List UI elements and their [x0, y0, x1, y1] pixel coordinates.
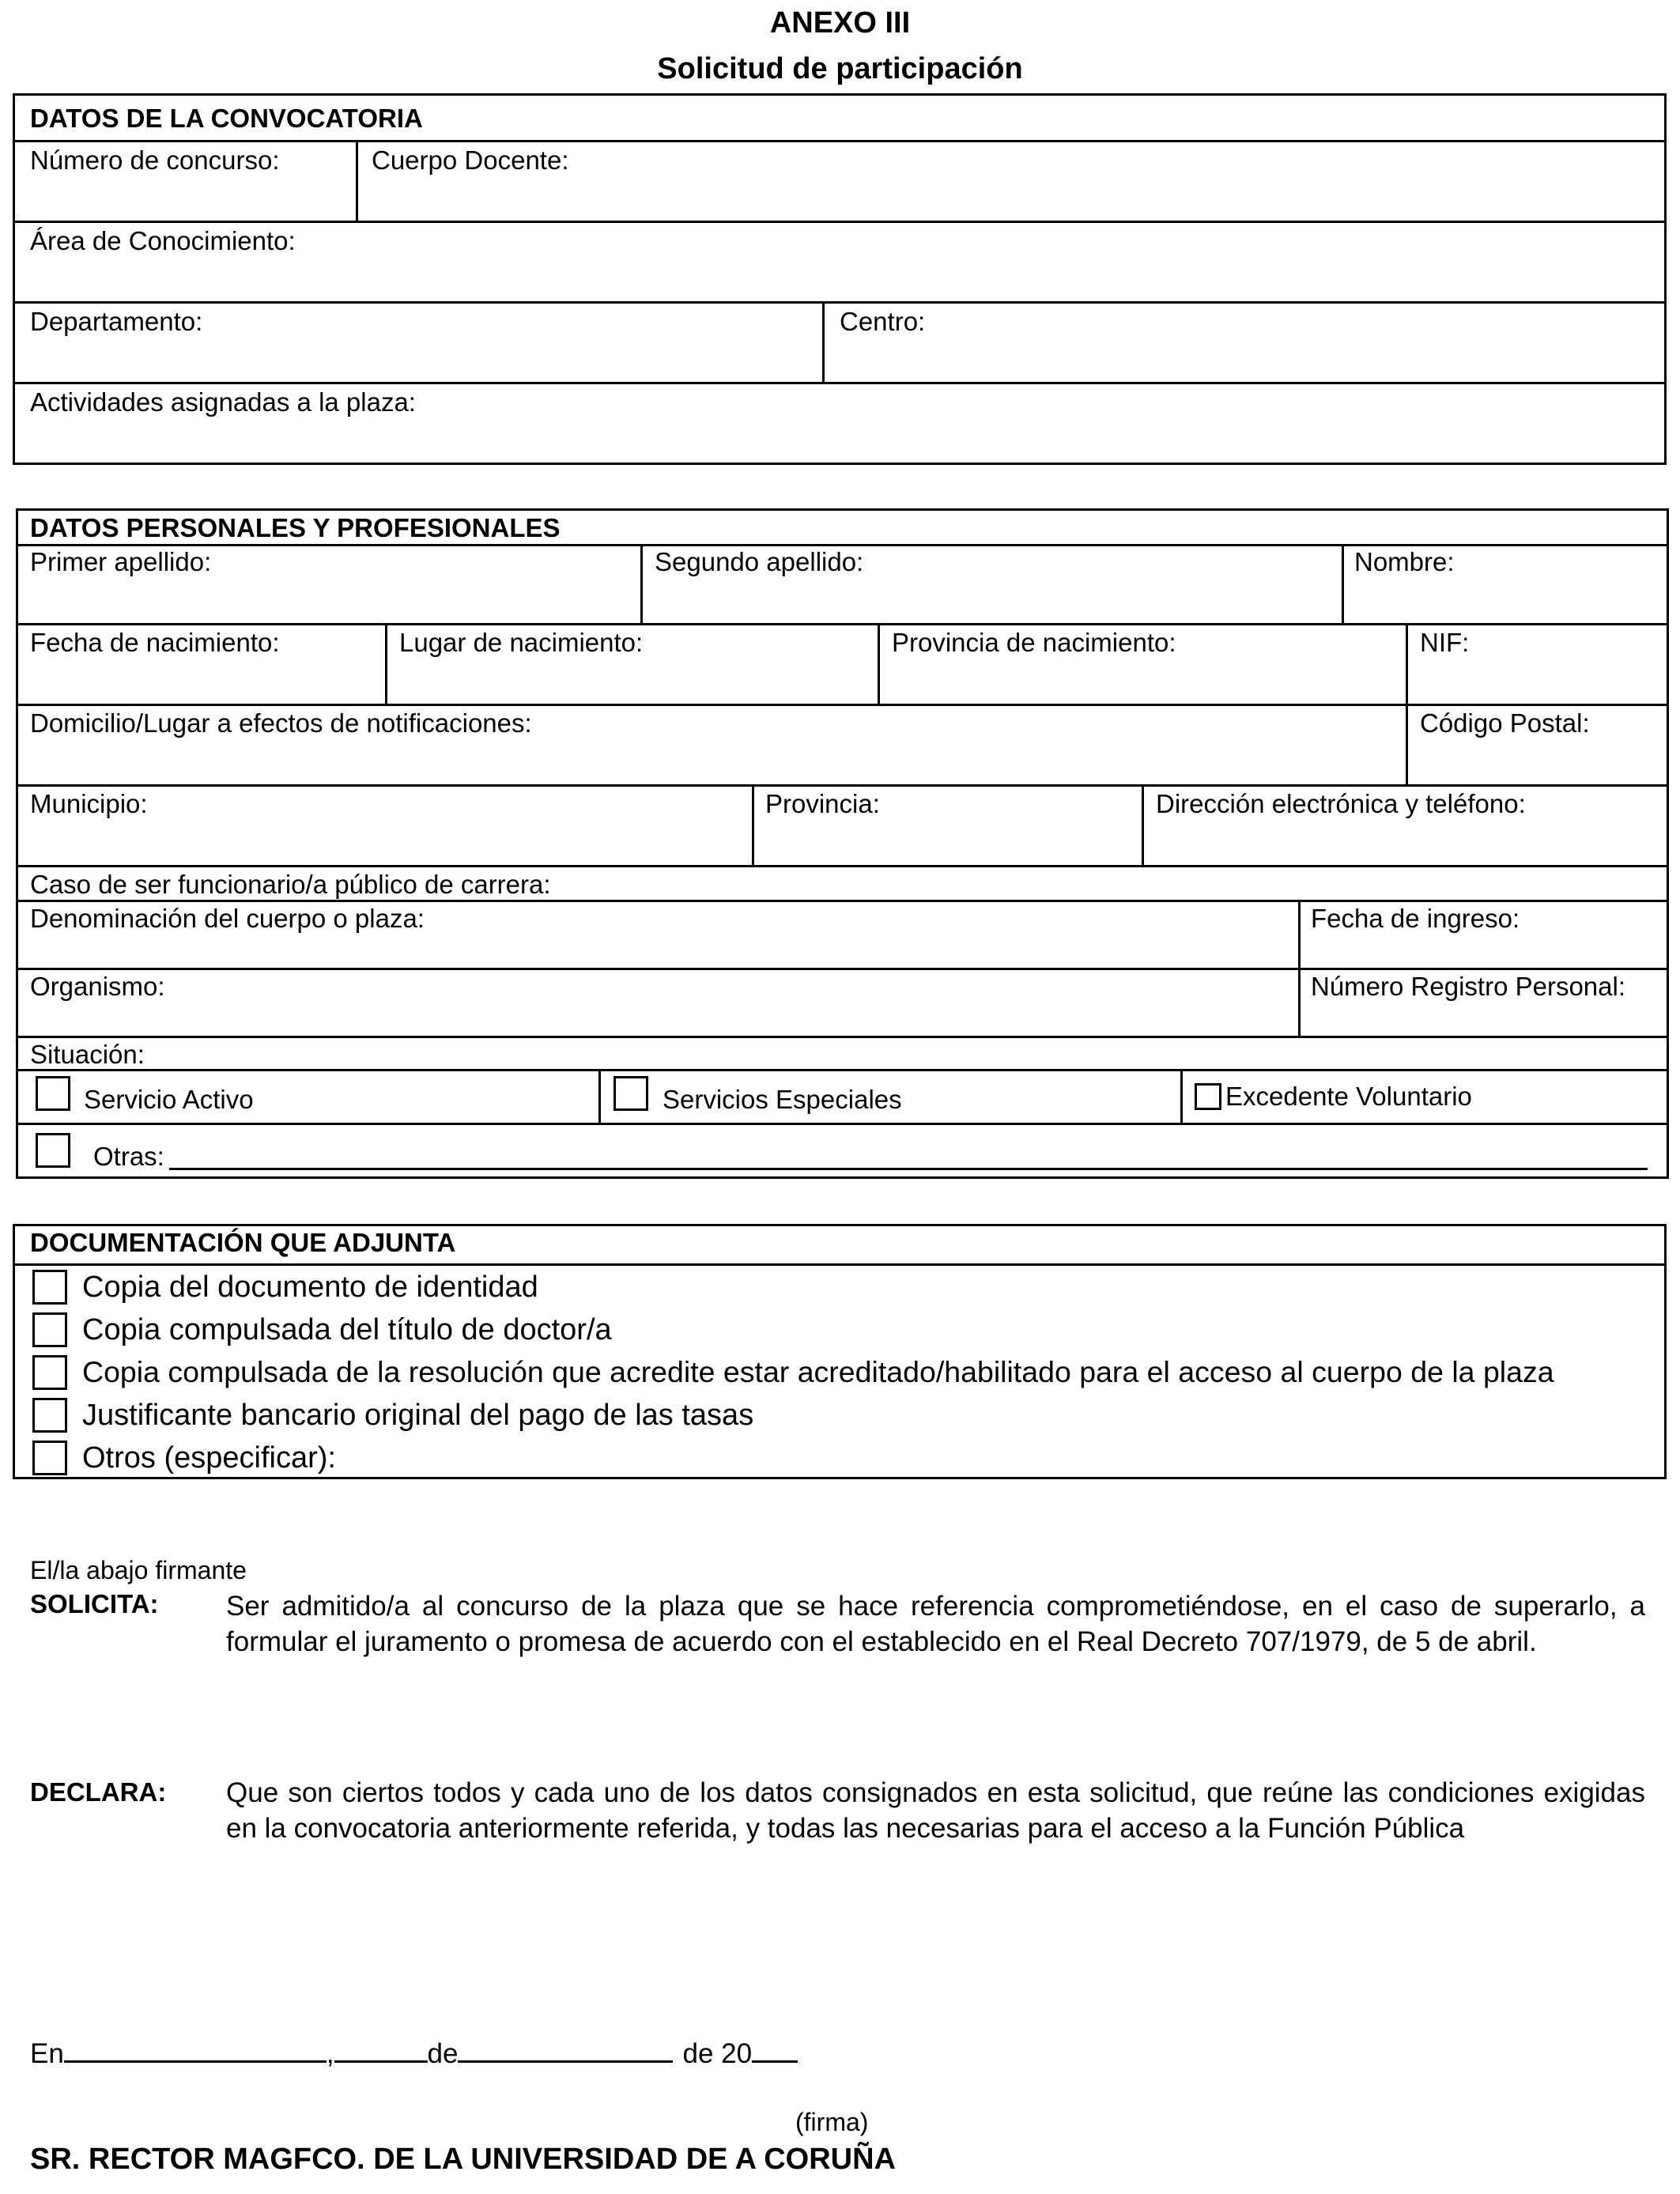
divider	[1342, 544, 1344, 623]
divider	[13, 140, 1667, 142]
personales-section	[16, 508, 1669, 1179]
comma: ,	[326, 2038, 334, 2069]
declara-label: DECLARA:	[30, 1777, 167, 1807]
segundo-apellido-field[interactable]: Segundo apellido:	[655, 547, 864, 576]
doc-checkbox-otros[interactable]	[32, 1441, 67, 1475]
excedente-voluntario-label: Excedente Voluntario	[1225, 1082, 1472, 1111]
numero-concurso-field[interactable]: Número de concurso:	[30, 145, 280, 175]
primer-apellido-field[interactable]: Primer apellido:	[30, 547, 212, 576]
declara-text: Que son ciertos todos y cada uno de los datos consignados en esta solicitud, que reúne las condiciones exigidas en la convocatoria anteriormente referida, y todas las necesarias para el acceso a la Función Pública	[226, 1777, 1645, 1844]
lugar-blank[interactable]	[64, 2037, 327, 2063]
otras-label: Otras:	[93, 1142, 164, 1171]
destinatario: SR. RECTOR MAGFCO. DE LA UNIVERSIDAD DE A CORUÑA	[30, 2143, 897, 2176]
fecha-nacimiento-field[interactable]: Fecha de nacimiento:	[30, 628, 280, 657]
doc-checkbox-titulo[interactable]	[32, 1312, 67, 1347]
divider	[16, 1036, 1669, 1038]
municipio-field[interactable]: Municipio:	[30, 789, 148, 818]
divider	[16, 784, 1669, 787]
departamento-field[interactable]: Departamento:	[30, 307, 203, 336]
doc-checkbox-justificante[interactable]	[32, 1398, 67, 1433]
centro-field[interactable]: Centro:	[840, 307, 926, 336]
divider	[385, 623, 387, 704]
situacion-label: Situación:	[30, 1040, 145, 1069]
divider	[16, 623, 1669, 625]
firma-lugar-fecha	[30, 2037, 798, 2067]
organismo-field[interactable]: Organismo:	[30, 972, 165, 1001]
convocatoria-header: DATOS DE LA CONVOCATORIA	[30, 104, 423, 133]
doc-checkbox-identidad[interactable]	[32, 1270, 67, 1305]
doc-item-resolucion: Copia compulsada de la resolución que acredite estar acreditado/habilitado para el acceso al cuerpo de la plaza	[82, 1355, 1554, 1388]
divider	[640, 544, 643, 623]
de20-label: de 20	[682, 2038, 753, 2069]
divider	[16, 968, 1669, 970]
doc-item-identidad: Copia del documento de identidad	[82, 1271, 538, 1304]
anio-blank[interactable]	[752, 2037, 798, 2063]
divider	[598, 1069, 601, 1123]
divider	[16, 1123, 1669, 1125]
de-label: de	[427, 2038, 459, 2069]
provincia-field[interactable]: Provincia:	[765, 789, 880, 818]
solicita-label: SOLICITA:	[30, 1589, 159, 1618]
firma-label: (firma)	[795, 2108, 869, 2136]
cuerpo-docente-field[interactable]: Cuerpo Docente:	[372, 145, 569, 175]
en-label: En	[30, 2038, 64, 2069]
servicios-especiales-checkbox[interactable]	[613, 1076, 648, 1111]
codigo-postal-field[interactable]: Código Postal:	[1420, 708, 1590, 738]
direccion-electronica-field[interactable]: Dirección electrónica y teléfono:	[1156, 789, 1526, 818]
denominacion-field[interactable]: Denominación del cuerpo o plaza:	[30, 904, 425, 933]
lugar-nacimiento-field[interactable]: Lugar de nacimiento:	[399, 628, 644, 657]
servicio-activo-checkbox[interactable]	[36, 1076, 70, 1111]
firmante-intro: El/la abajo firmante	[30, 1556, 247, 1584]
doc-item-titulo: Copia compulsada del título de doctor/a	[82, 1313, 612, 1346]
servicios-especiales-label: Servicios Especiales	[663, 1085, 902, 1114]
divider	[13, 1263, 1667, 1266]
divider	[16, 1069, 1669, 1071]
provincia-nacimiento-field[interactable]: Provincia de nacimiento:	[892, 628, 1176, 657]
doc-item-otros: Otros (especificar):	[82, 1441, 336, 1475]
caso-funcionario-label: Caso de ser funcionario/a público de carrera:	[30, 870, 551, 899]
doc-item-justificante: Justificante bancario original del pago de las tasas	[82, 1399, 754, 1432]
divider	[1142, 784, 1144, 865]
form-subtitle: Solicitud de participación	[657, 52, 1023, 85]
dia-blank[interactable]	[334, 2037, 428, 2063]
otras-underline[interactable]	[169, 1168, 1648, 1170]
actividades-field[interactable]: Actividades asignadas a la plaza:	[30, 387, 416, 417]
divider	[16, 865, 1669, 867]
divider	[1180, 1069, 1183, 1123]
servicio-activo-label: Servicio Activo	[84, 1085, 254, 1114]
divider	[822, 301, 825, 382]
numero-registro-field[interactable]: Número Registro Personal:	[1311, 972, 1625, 1001]
divider	[16, 900, 1669, 902]
nif-field[interactable]: NIF:	[1420, 628, 1470, 657]
nombre-field[interactable]: Nombre:	[1354, 547, 1455, 576]
domicilio-field[interactable]: Domicilio/Lugar a efectos de notificaciones:	[30, 708, 532, 738]
divider	[16, 544, 1669, 546]
mes-blank[interactable]	[458, 2037, 673, 2063]
personales-header: DATOS PERSONALES Y PROFESIONALES	[30, 513, 561, 542]
annex-title: ANEXO III	[769, 6, 911, 40]
documentacion-header: DOCUMENTACIÓN QUE ADJUNTA	[30, 1228, 456, 1257]
doc-checkbox-resolucion[interactable]	[32, 1355, 67, 1390]
excedente-voluntario-checkbox[interactable]	[1195, 1083, 1221, 1110]
divider	[13, 221, 1667, 223]
divider	[752, 784, 754, 865]
divider	[13, 301, 1667, 304]
otras-checkbox[interactable]	[36, 1133, 70, 1168]
divider	[13, 382, 1667, 384]
divider	[878, 623, 880, 704]
fecha-ingreso-field[interactable]: Fecha de ingreso:	[1311, 904, 1520, 933]
divider	[16, 704, 1669, 706]
area-conocimiento-field[interactable]: Área de Conocimiento:	[30, 226, 296, 255]
solicita-text: Ser admitido/a al concurso de la plaza que se hace referencia comprometiéndose, en el caso de superarlo, a formular el juramento o promesa de acuerdo con el establecido en el Real Decreto 707/1979, de 5 de abril.	[226, 1591, 1645, 1657]
divider	[356, 140, 358, 221]
